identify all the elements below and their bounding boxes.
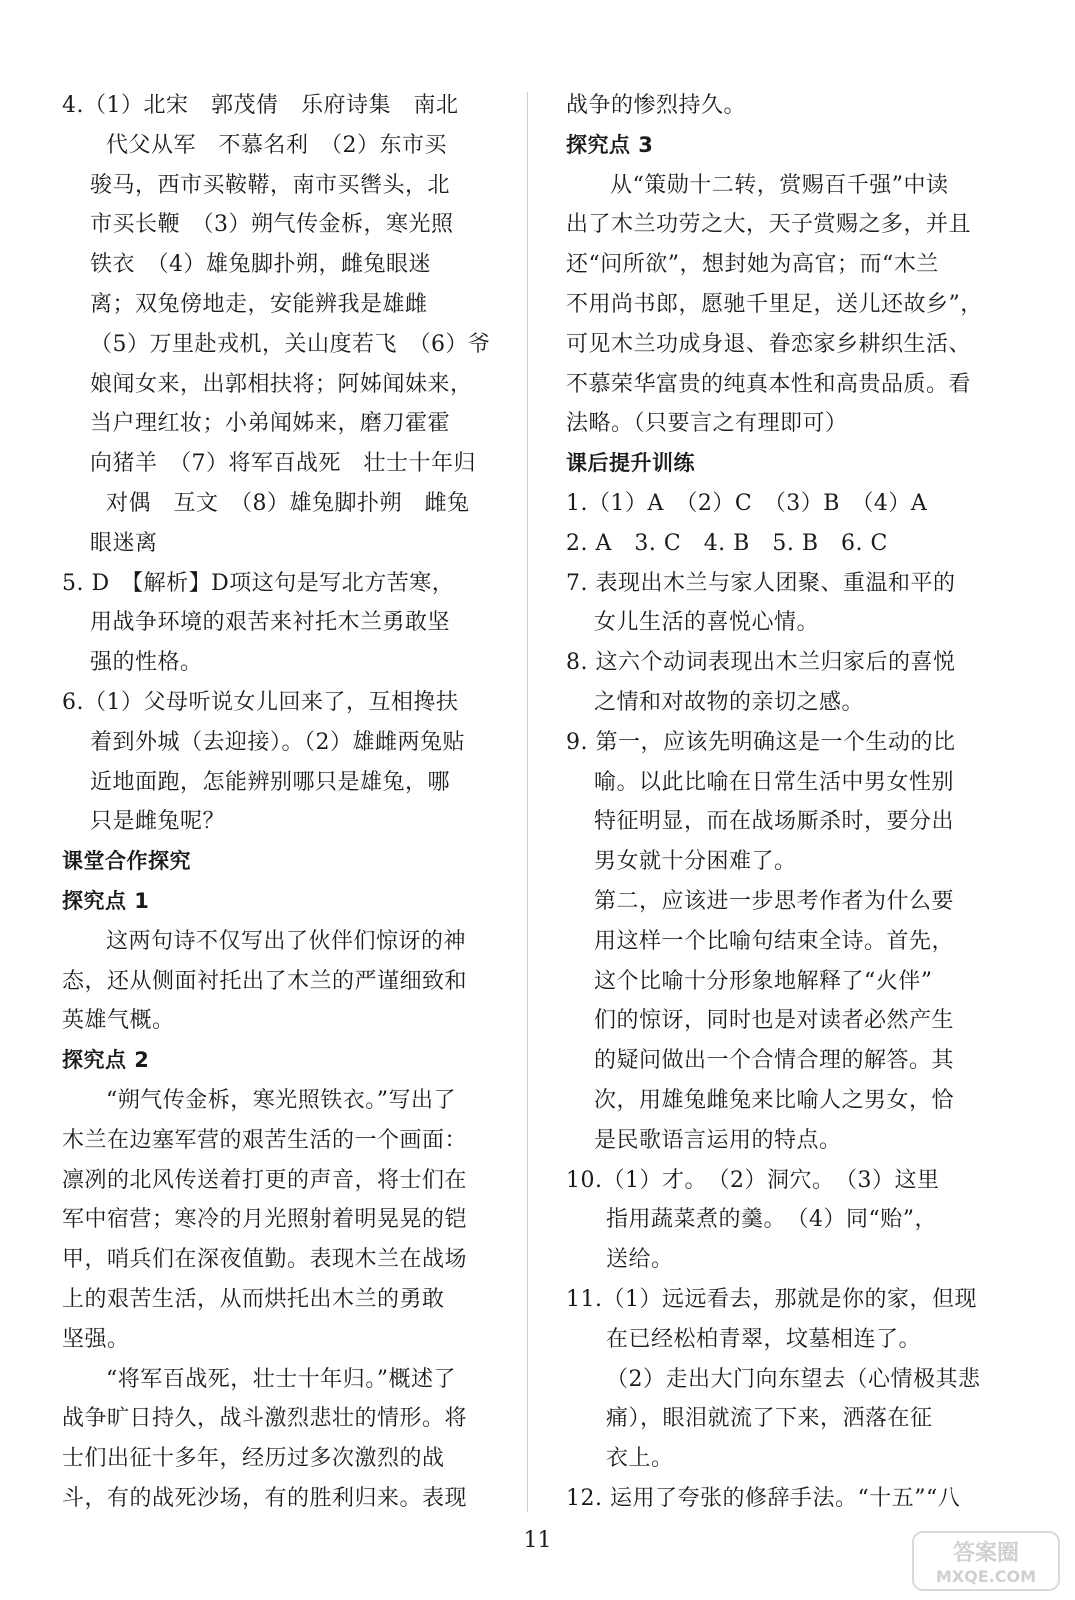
text-line: 7. 表现出木兰与家人团聚、重温和平的 <box>566 570 956 596</box>
text-line: 战争的惨烈持久。 <box>566 93 747 118</box>
text-line: 出了木兰功劳之大，天子赏赐之多，并且 <box>566 212 972 238</box>
text-line: 可见木兰功成身退、眷恋家乡耕织生活、 <box>566 331 972 357</box>
text-line: 女儿生活的喜悦心情。 <box>594 610 820 636</box>
page-number: 11 <box>523 1528 552 1553</box>
text-line: 斗，有的战死沙场，有的胜利归来。表现 <box>62 1485 468 1511</box>
text-line: 市买长鞭 （3）朔气传金柝，寒光照 <box>90 212 454 238</box>
text-line: 只是雌兔呢？ <box>90 809 226 835</box>
text-line: 军中宿营；寒冷的月光照射着明晃晃的铠 <box>62 1207 468 1233</box>
text-line: 12. 运用了夸张的修辞手法。“十五”“八 <box>566 1485 961 1511</box>
text-line: 衣上。 <box>606 1446 674 1472</box>
text-line: 9. 第一，应该先明确这是一个生动的比 <box>566 729 956 755</box>
text-line: 10.（1）才。 （2）洞穴。 （3）这里 <box>566 1167 940 1193</box>
text-line: 这个比喻十分形象地解释了“火伴” <box>594 968 933 994</box>
text-line: 铁衣 （4）雄兔脚扑朔，雌兔眼迷 <box>90 252 431 278</box>
text-line: （5）万里赴戎机，关山度若飞 （6）爷 <box>90 331 491 357</box>
right-column <box>566 86 1002 1519</box>
text-line: 之情和对故物的亲切之感。 <box>594 689 865 715</box>
text-line: （2）走出大门向东望去（心情极其悲 <box>606 1366 981 1392</box>
text-line: 次，用雄兔雌兔来比喻人之男女，恰 <box>594 1087 955 1113</box>
section-heading: 探究点 3 <box>566 132 654 157</box>
text-line: 骏马，西市买鞍鞯，南市买辔头，北 <box>90 172 451 198</box>
text-line: 1.（1）A （2）C （3）B （4）A <box>566 490 928 516</box>
text-line: 娘闻女来，出郭相扶将；阿姊闻妹来， <box>90 371 473 397</box>
text-line: 不慕荣华富贵的纯真本性和高贵品质。看 <box>566 371 972 397</box>
text-line: “朔气传金柝，寒光照铁衣。”写出了 <box>106 1087 456 1113</box>
text-line: 男女就十分困难了。 <box>594 849 797 875</box>
text-line: 上的艰苦生活，从而烘托出木兰的勇敢 <box>62 1286 445 1312</box>
text-line: 特征明显，而在战场厮杀时，要分出 <box>594 809 955 835</box>
section-heading: 探究点 2 <box>62 1048 150 1073</box>
text-line: 代父从军 不慕名利 （2）东市买 <box>106 132 447 158</box>
text-line: 向猪羊 （7）将军百战死 壮士十年归 <box>90 451 476 477</box>
text-line: 着到外城（去迎接）。（2）雄雌两兔贴 <box>90 729 465 755</box>
column-divider <box>527 92 528 1512</box>
left-column <box>62 86 502 1519</box>
text-line: 士们出征十多年，经历过多次激烈的战 <box>62 1446 445 1472</box>
text-line: 从“策勋十二转，赏赐百千强”中读 <box>610 172 949 198</box>
text-line: 对偶 互文 （8）雄兔脚扑朔 雌兔 <box>106 490 470 516</box>
text-line: 6.（1）父母听说女儿回来了，互相搀扶 <box>62 689 459 715</box>
text-line: “将军百战死，壮士十年归。”概述了 <box>106 1366 456 1392</box>
text-line: 2. A 3. C 4. B 5. B 6. C <box>566 530 888 556</box>
text-line: 是民歌语言运用的特点。 <box>594 1127 842 1153</box>
text-line: 痛），眼泪就流了下来，洒落在征 <box>606 1406 933 1432</box>
text-line: 法略。（只要言之有理即可） <box>566 411 848 437</box>
text-line: 在已经松柏青翠，坟墓相连了。 <box>606 1326 922 1352</box>
section-heading: 探究点 1 <box>62 888 150 913</box>
watermark-logo <box>911 1530 1061 1592</box>
text-line: 木兰在边塞军营的艰苦生活的一个画面： <box>62 1127 468 1153</box>
text-line: 指用蔬菜煮的羹。 （4）同“贻”， <box>606 1207 937 1233</box>
watermark-title: 答案圈 <box>952 1541 1020 1566</box>
text-line: 不用尚书郎，愿驰千里足，送儿还故乡”， <box>566 291 983 317</box>
section-heading: 课后提升训练 <box>566 451 695 476</box>
text-line: 坚强。 <box>62 1326 130 1352</box>
text-line: 态，还从侧面衬托出了木兰的严谨细致和 <box>62 968 468 994</box>
text-line: 眼迷离 <box>90 530 158 556</box>
text-line: 近地面跑，怎能辨别哪只是雄兔，哪 <box>90 769 451 795</box>
text-line: 送给。 <box>606 1247 674 1273</box>
text-line: 这两句诗不仅写出了伙伴们惊讶的神 <box>106 928 467 954</box>
text-line: 当户理红妆；小弟闻姊来，磨刀霍霍 <box>90 411 451 437</box>
text-line: 8. 这六个动词表现出木兰归家后的喜悦 <box>566 650 956 676</box>
text-line: 5. D 【解析】D项这句是写北方苦寒， <box>62 570 455 596</box>
text-line: 喻。以此比喻在日常生活中男女性别 <box>594 769 955 795</box>
text-line: 11.（1）远远看去，那就是你的家，但现 <box>566 1286 977 1312</box>
watermark-url: MXQE.COM <box>935 1567 1037 1586</box>
text-line: 用这样一个比喻句结束全诗。首先， <box>594 928 955 954</box>
section-heading: 课堂合作探究 <box>62 849 191 874</box>
text-line: 用战争环境的艰苦来衬托木兰勇敢坚 <box>90 610 451 636</box>
text-line: 甲，哨兵们在深夜值勤。表现木兰在战场 <box>62 1247 468 1273</box>
text-line: 的疑问做出一个合情合理的解答。其 <box>594 1048 955 1074</box>
text-line: 强的性格。 <box>90 650 203 676</box>
text-line: 离；双兔傍地走，安能辨我是雄雌 <box>90 291 428 317</box>
watermark-icon <box>911 1530 1061 1592</box>
text-line: 第二，应该进一步思考作者为什么要 <box>594 888 955 914</box>
text-line: 英雄气概。 <box>62 1008 175 1034</box>
text-line: 4.（1）北宋 郭茂倩 乐府诗集 南北 <box>62 93 459 118</box>
text-line: 凛冽的北风传送着打更的声音，将士们在 <box>62 1167 468 1193</box>
text-line: 战争旷日持久，战斗激烈悲壮的情形。将 <box>62 1406 468 1432</box>
text-line: 们的惊讶，同时也是对读者必然产生 <box>594 1008 955 1034</box>
text-line: 还“问所欲”，想封她为高官；而“木兰 <box>566 252 939 278</box>
